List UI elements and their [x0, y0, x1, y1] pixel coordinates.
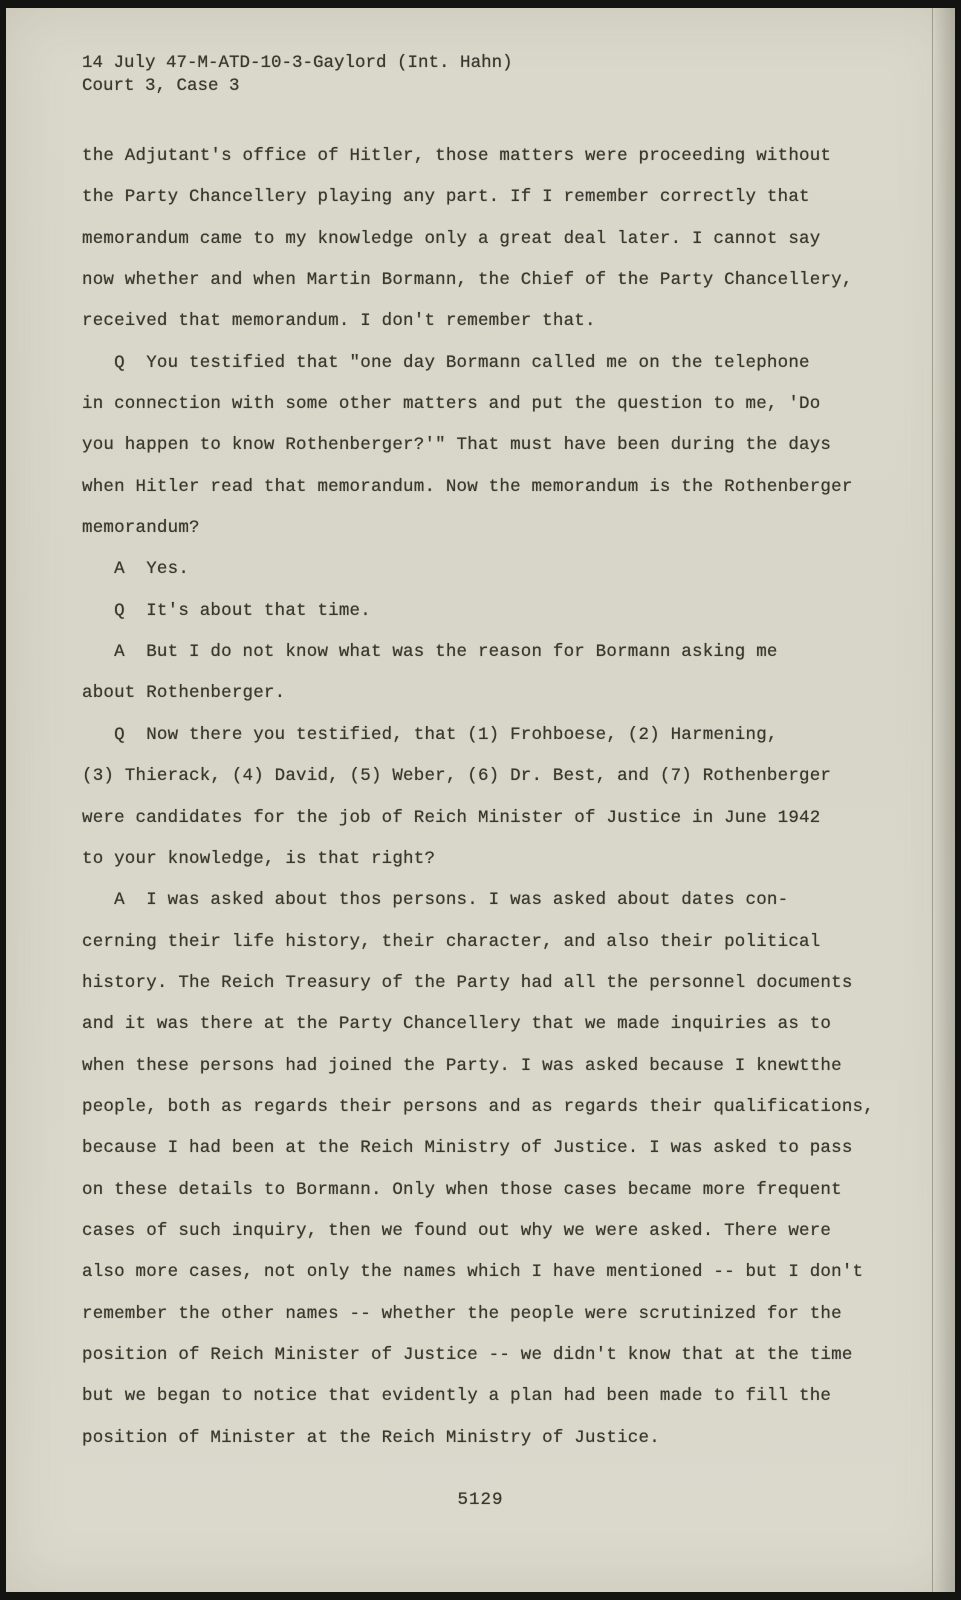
transcript-line: when Hitler read that memorandum. Now the memorandum is the Rothenberger [82, 476, 853, 497]
transcript-line: to your knowledge, is that right? [82, 848, 436, 869]
transcript-line: position of Reich Minister of Justice -- we didn't know that at the time [82, 1344, 853, 1365]
transcript-line: memorandum? [82, 518, 200, 539]
transcript-line: in connection with some other matters and put the question to me, 'Do [82, 394, 821, 415]
transcript-line: the Party Chancellery playing any part. If I remember correctly that [82, 187, 810, 208]
transcript-line: you happen to know Rothenberger?'" That must have been during the days [82, 435, 832, 456]
transcript-line: position of Minister at the Reich Ministry of Justice. [82, 1427, 660, 1448]
document-page [6, 8, 955, 1592]
transcript-line: Q It's about that time. [82, 600, 371, 621]
transcript-line: history. The Reich Treasury of the Party had all the personnel documents [82, 972, 853, 993]
transcript-line: people, both as regards their persons and as regards their qualifications, [82, 1096, 874, 1117]
transcript-line: about Rothenberger. [82, 683, 286, 704]
header-case-reference: 14 July 47-M-ATD-10-3-Gaylord (Int. Hahn) [82, 53, 513, 73]
transcript-line: cerning their life history, their character, and also their political [82, 931, 821, 952]
transcript-line: and it was there at the Party Chancellery that we made inquiries as to [82, 1014, 832, 1035]
transcript-line: now whether and when Martin Bormann, the Chief of the Party Chancellery, [82, 270, 853, 291]
transcript-line: were candidates for the job of Reich Minister of Justice in June 1942 [82, 807, 821, 828]
transcript-line: Q You testified that "one day Bormann called me on the telephone [82, 352, 810, 373]
transcript-line: received that memorandum. I don't remember that. [82, 311, 596, 332]
document-header [82, 52, 513, 98]
transcript-line: A Yes. [82, 559, 190, 580]
transcript-line: memorandum came to my knowledge only a great deal later. I cannot say [82, 228, 821, 249]
transcript-line: also more cases, not only the names which I have mentioned -- but I don't [82, 1262, 864, 1283]
header-court-case: Court 3, Case 3 [82, 76, 240, 96]
transcript-line: (3) Thierack, (4) David, (5) Weber, (6) Dr. Best, and (7) Rothenberger [82, 766, 832, 787]
body-lines [82, 136, 925, 1459]
transcript-line: the Adjutant's office of Hitler, those matters were proceeding without [82, 146, 832, 166]
transcript-line: when these persons had joined the Party. I was asked because I knewtthe [82, 1055, 842, 1076]
transcript-line: but we began to notice that evidently a plan had been made to fill the [82, 1386, 832, 1407]
page-number: 5129 [457, 1490, 504, 1510]
transcript-line: A I was asked about thos persons. I was asked about dates con- [82, 890, 789, 911]
transcript-line: cases of such inquiry, then we found out why we were asked. There were [82, 1220, 832, 1241]
transcript-line: on these details to Bormann. Only when those cases became more frequent [82, 1179, 842, 1200]
transcript-line: A But I do not know what was the reason for Bormann asking me [82, 642, 778, 663]
transcript-line: remember the other names -- whether the people were scrutinized for the [82, 1303, 842, 1324]
transcript-line: because I had been at the Reich Ministry of Justice. I was asked to pass [82, 1138, 853, 1159]
transcript-line: Q Now there you testified, that (1) Frohboese, (2) Harmening, [82, 724, 778, 745]
